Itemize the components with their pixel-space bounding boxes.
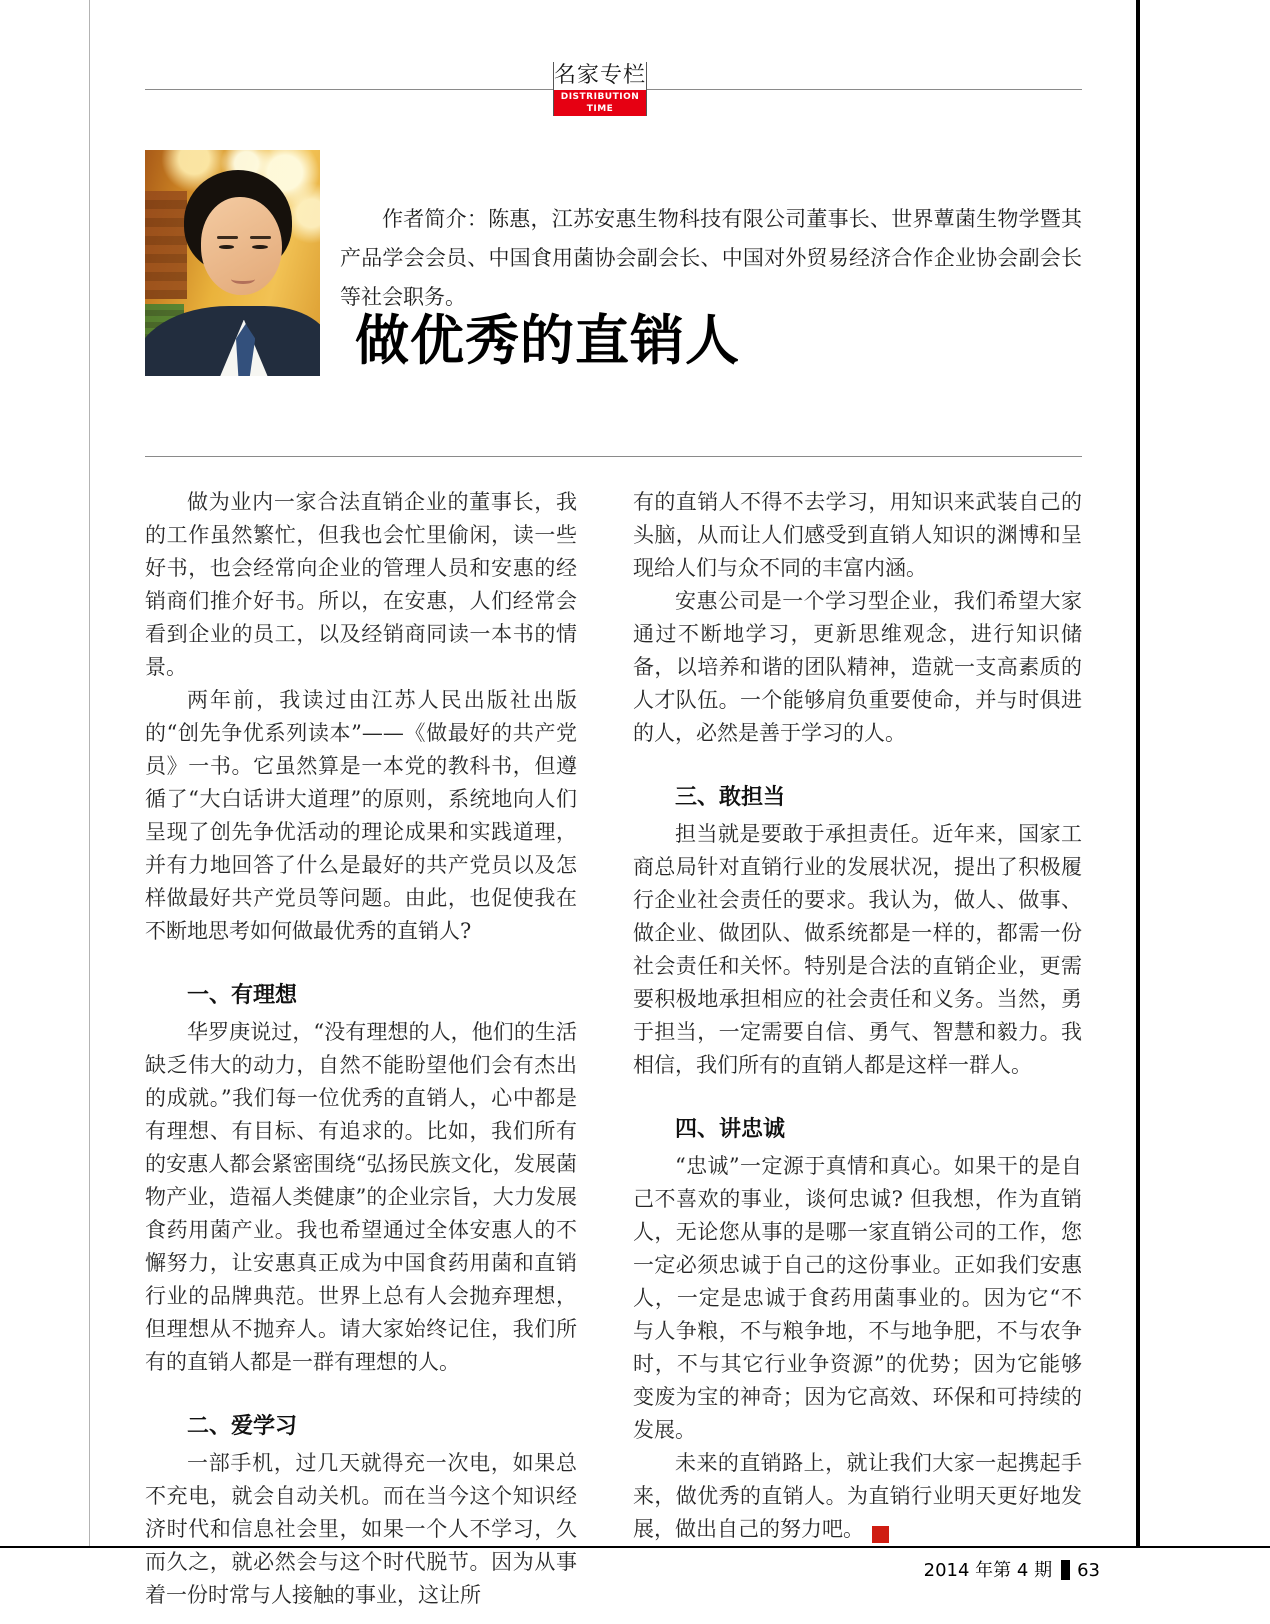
photo-hall-pillar-shape bbox=[145, 191, 187, 299]
paragraph-last bbox=[633, 1447, 1082, 1546]
column-header-badge: DISTRIBUTION TIME bbox=[554, 90, 646, 116]
paragraph: “忠诚”一定源于真情和真心。如果干的是自己不喜欢的事业，谈何忠诚? 但我想，作为直销人，无论您从事的是哪一家直销公司的工作，您一定必须忠诚于自己的这份事业。正如我们安惠人，一定是忠诚于食药用菌事业的。因为它“不与人争粮，不与粮争地，不与地争肥，不与农争时，不与其它行业争资源”的优势；因为它能够变废为宝的神奇；因为它高效、环保和可持续的发展。 bbox=[633, 1154, 1082, 1442]
paragraph: 做为业内一家合法直销企业的董事长，我的工作虽然繁忙，但我也会忙里偷闲，读一些好书，也会经常向企业的管理人员和安惠的经销商们推介好书。所以，在安惠，人们经常会看到企业的员工，以及经销商同读一本书的情景。 bbox=[145, 490, 577, 679]
footer-issue: 2014 年第 4 期 bbox=[923, 1560, 1053, 1581]
article-column-left bbox=[145, 486, 577, 1612]
header-rule-right bbox=[646, 89, 1082, 90]
header-rule-left bbox=[145, 89, 554, 90]
right-margin-rule bbox=[1136, 0, 1140, 1546]
section-heading-loyalty: 四、讲忠诚 bbox=[675, 1117, 786, 1142]
article-column-right bbox=[633, 486, 1082, 1546]
author-photo bbox=[145, 150, 320, 376]
paragraph: 一部手机，过几天就得充一次电，如果总不充电，就会自动关机。而在当今这个知识经济时代和信息社会里，如果一个人不学习，久而久之，就必然会与这个时代脱节。因为从事着一份时常与人接触的事业，这让所 bbox=[145, 1451, 577, 1607]
column-header bbox=[553, 62, 647, 116]
footer-rule bbox=[0, 1546, 1270, 1548]
photo-right-eye-shape bbox=[252, 245, 268, 249]
article-end-seal-icon: 后 bbox=[872, 1526, 889, 1543]
paragraph-text: 未来的直销路上，就让我们大家一起携起手来，做优秀的直销人。为直销行业明天更好地发展，做出自己的努力吧。 bbox=[633, 1451, 1082, 1541]
paragraph: 华罗庚说过，“没有理想的人，他们的生活缺乏伟大的动力，自然不能盼望他们会有杰出的成就。”我们每一位优秀的直销人，心中都是有理想、有目标、有追求的。比如，我们所有的安惠人都会紧密围绕“弘扬民族文化，发展菌物产业，造福人类健康”的企业宗旨，大力发展食药用菌产业。我也希望通过全体安惠人的不懈努力，让安惠真正成为中国食药用菌和直销行业的品牌典范。世界上总有人会抛弃理想，但理想从不抛弃人。请大家始终记住，我们所有的直销人都是一群有理想的人。 bbox=[145, 1020, 577, 1374]
title-divider-rule bbox=[145, 456, 1082, 457]
photo-right-eyebrow-shape bbox=[250, 236, 271, 239]
paragraph: 安惠公司是一个学习型企业，我们希望大家通过不断地学习，更新思维观念，进行知识储备，以培养和谐的团队精神，造就一支高素质的人才队伍。一个能够肩负重要使命，并与时俱进的人，必然是善于学习的人。 bbox=[633, 589, 1082, 745]
footer-page-number: 63 bbox=[1077, 1560, 1100, 1581]
paragraph: 担当就是要敢于承担责任。近年来，国家工商总局针对直销行业的发展状况，提出了积极履行企业社会责任的要求。我认为，做人、做事、做企业、做团队、做系统都是一样的，都需一份社会责任和关怀。特别是合法的直销企业，更需要积极地承担相应的社会责任和义务。当然，勇于担当，一定需要自信、勇气、智慧和毅力。我相信，我们所有的直销人都是这样一群人。 bbox=[633, 822, 1082, 1077]
photo-left-eye-shape bbox=[219, 245, 235, 249]
paragraph: 两年前，我读过由江苏人民出版社出版的“创先争优系列读本”——《做最好的共产党员》一书。它虽然算是一本党的教科书，但遵循了“大白话讲大道理”的原则，系统地向人们呈现了创先争优活动的理论成果和实践道理，并有力地回答了什么是最好的共产党员以及怎样做最好共产党员等问题。由此，也促使我在不断地思考如何做最优秀的直销人? bbox=[145, 688, 577, 943]
section-heading-ideals: 一、有理想 bbox=[187, 983, 298, 1008]
column-header-title: 名家专栏 bbox=[554, 63, 647, 88]
section-heading-responsibility: 三、敢担当 bbox=[675, 785, 786, 810]
left-margin-rule bbox=[89, 0, 90, 1546]
article-title: 做优秀的直销人 bbox=[355, 309, 740, 372]
footer-separator-bar bbox=[1061, 1560, 1070, 1580]
page-footer bbox=[850, 1556, 1100, 1582]
photo-left-eyebrow-shape bbox=[217, 236, 238, 239]
author-intro: 作者简介：陈惠，江苏安惠生物科技有限公司董事长、世界蕈菌生物学暨其产品学会会员、中国食用菌协会副会长、中国对外贸易经济合作企业协会副会长等社会职务。 bbox=[340, 207, 1082, 309]
section-heading-learning: 二、爱学习 bbox=[187, 1414, 298, 1439]
paragraph-continued: 有的直销人不得不去学习，用知识来武装自己的头脑，从而让人们感受到直销人知识的渊博和呈现给人们与众不同的丰富内涵。 bbox=[633, 490, 1082, 580]
